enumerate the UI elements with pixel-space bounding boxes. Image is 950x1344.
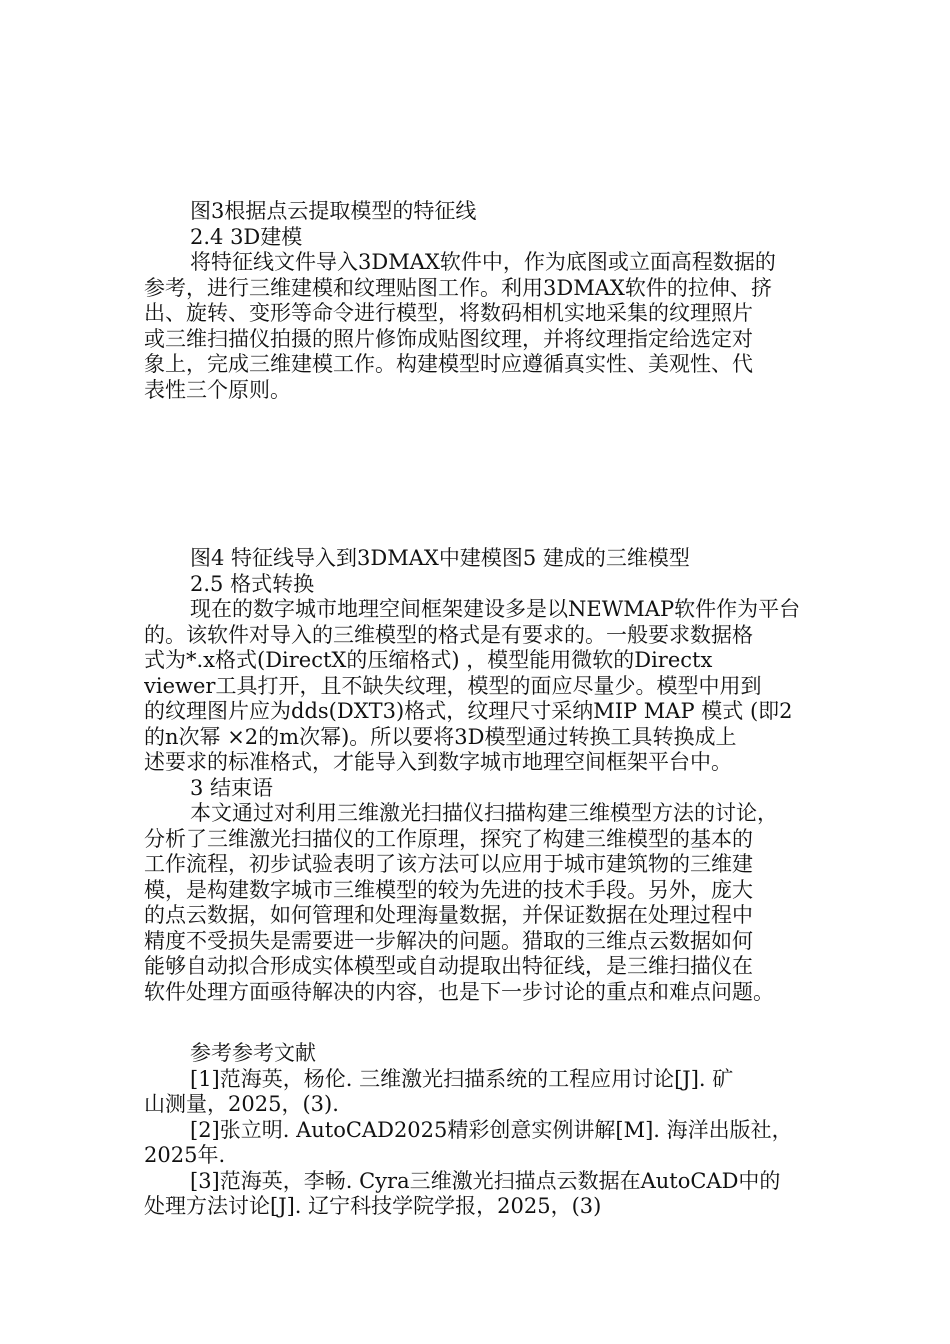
paragraph-line: 分析了三维激光扫描仪的工作原理，探究了构建三维模型的基本的 — [144, 826, 753, 851]
paragraph-line: 表性三个原则。 — [144, 377, 291, 402]
paragraph-line: 模，是构建数字城市三维模型的较为先进的技术手段。另外，庞大 — [144, 877, 753, 902]
reference-line: 处理方法讨论[J]. 辽宁科技学院学报，2025，(3) — [144, 1194, 602, 1218]
paragraph-line: 或三维扫描仪拍摄的照片修饰成贴图纹理，并将纹理指定给选定对 — [144, 326, 753, 351]
paragraph-line: 的n次幂 ×2的m次幂)。所以要将3D模型通过转换工具转换成上 — [144, 724, 737, 749]
section-2-4 — [144, 199, 808, 403]
paragraph-line: 述要求的标准格式，才能导入到数字城市地理空间框架平台中。 — [144, 750, 732, 774]
paragraph-line: 工作流程，初步试验表明了该方法可以应用于城市建筑物的三维建 — [144, 852, 753, 876]
paragraph-line: 本文通过对利用三维激光扫描仪扫描构建三维模型方法的讨论， — [190, 801, 778, 825]
paragraph-line: viewer工具打开，且不缺失纹理，模型的面应尽量少。模型中用到 — [144, 673, 762, 698]
paragraph-line: 软件处理方面亟待解决的内容，也是下一步讨论的重点和难点问题。 — [144, 979, 774, 1004]
paragraph-line: 的纹理图片应为dds(DXT3)格式，纹理尺寸采纳MIP MAP 模式 (即2 — [144, 699, 793, 723]
section-2-5 — [144, 546, 808, 1005]
references-section — [144, 1041, 808, 1220]
paragraph-line: 的。该软件对导入的三维模型的格式是有要求的。一般要求数据格 — [144, 622, 753, 647]
references-heading: 参考参考文献 — [190, 1041, 316, 1065]
paragraph-line: 的点云数据，如何管理和处理海量数据，并保证数据在处理过程中 — [144, 903, 753, 927]
reference-line: [1]范海英，杨伦. 三维激光扫描系统的工程应用讨论[J]. 矿 — [190, 1066, 734, 1091]
figure-4-5-caption: 图4 特征线导入到3DMAX中建模图5 建成的三维模型 — [190, 546, 690, 570]
reference-line: 2025年. — [144, 1143, 226, 1167]
reference-line: [2]张立明. AutoCAD2025精彩创意实例讲解[M]. 海洋出版社， — [190, 1117, 793, 1142]
paragraph-line: 象上，完成三维建模工作。构建模型时应遵循真实性、美观性、代 — [144, 352, 753, 376]
section-2-5-heading: 2.5 格式转换 — [190, 571, 315, 596]
paragraph-line: 现在的数字城市地理空间框架建设多是以NEWMAP软件作为平台 — [190, 597, 801, 621]
paragraph-line: 能够自动拟合形成实体模型或自动提取出特征线，是三维扫描仪在 — [144, 954, 753, 978]
paragraph-line: 式为*.x格式(DirectX的压缩格式) ，模型能用微软的Directx — [144, 648, 713, 672]
paragraph-line: 参考，进行三维建模和纹理贴图工作。利用3DMAX软件的拉伸、挤 — [144, 275, 772, 300]
figure-3-caption: 图3根据点云提取模型的特征线 — [190, 199, 477, 223]
paragraph-line: 精度不受损失是需要进一步解决的问题。猎取的三维点云数据如何 — [144, 928, 753, 953]
reference-line: 山测量，2025，(3). — [144, 1092, 339, 1116]
paragraph-line: 将特征线文件导入3DMAX软件中，作为底图或立面高程数据的 — [190, 250, 776, 274]
paragraph-line: 出、旋转、变形等命令进行模型，将数码相机实地采集的纹理照片 — [144, 301, 753, 325]
section-3-heading: 3 结束语 — [190, 775, 274, 800]
reference-line: [3]范海英，李畅. Cyra三维激光扫描点云数据在AutoCAD中的 — [190, 1168, 781, 1193]
section-2-4-heading: 2.4 3D建模 — [190, 224, 303, 249]
